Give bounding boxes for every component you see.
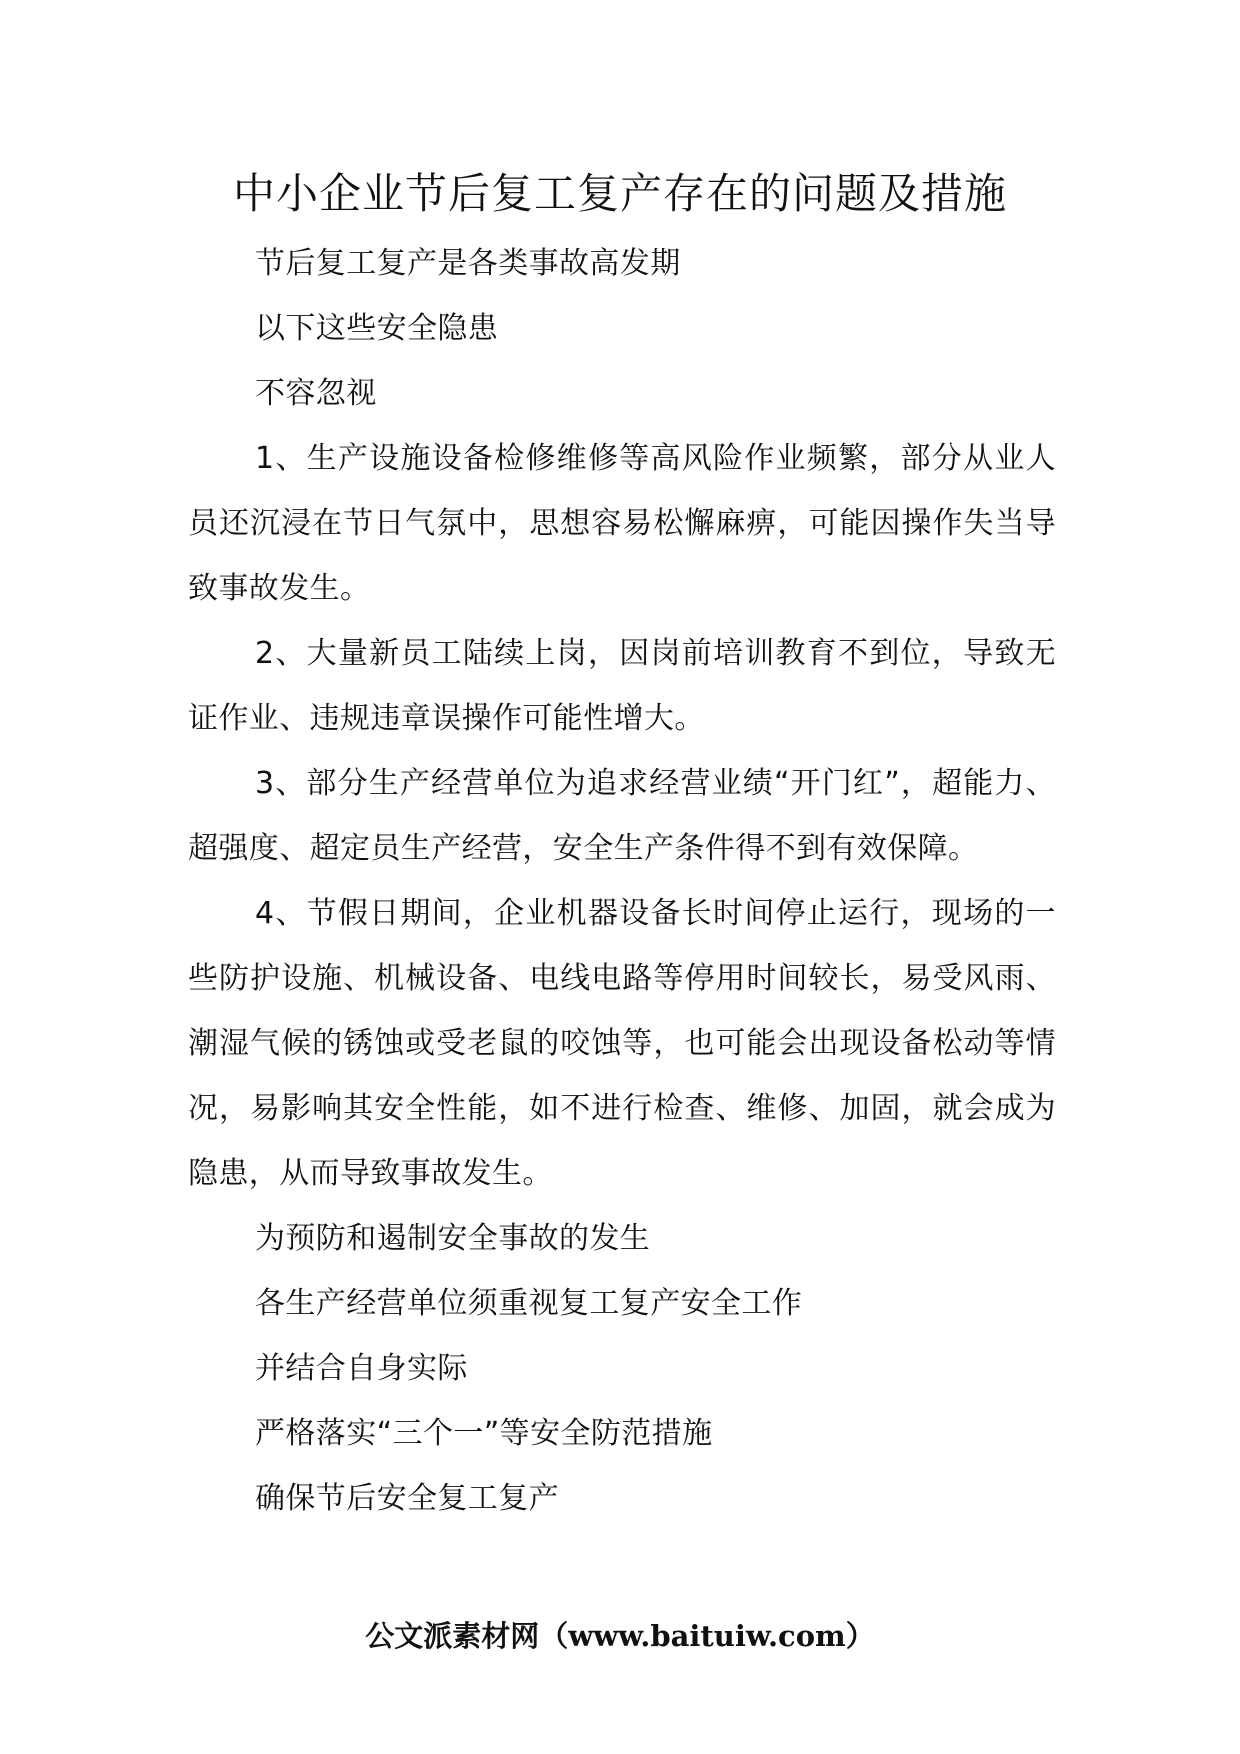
closing-line: 各生产经营单位须重视复工复产安全工作 (255, 1286, 803, 1321)
intro-line: 以下这些安全隐患 (255, 311, 499, 346)
point-paragraph-3: 3、部分生产经营单位为追求经营业绩“开门红”，超能力、超强度、超定员生产经营，安全生产条件得不到有效保障。 (188, 766, 1056, 866)
point-paragraph-2: 2、大量新员工陆续上岗，因岗前培训教育不到位，导致无证作业、违规违章误操作可能性增大。 (188, 636, 1056, 736)
document-title: 中小企业节后复工复产存在的问题及措施 (232, 169, 1007, 218)
point-paragraph-4: 4、节假日期间，企业机器设备长时间停止运行，现场的一些防护设施、机械设备、电线电路等停用时间较长，易受风雨、潮湿气候的锈蚀或受老鼠的咬蚀等，也可能会出现设备松动等情况，易影响其安全性能，如不进行检查、维修、加固，就会成为隐患，从而导致事故发生。 (188, 896, 1056, 1191)
closing-line: 并结合自身实际 (255, 1351, 468, 1386)
footer-source: 公文派素材网（www.baituiw.com） (365, 1619, 875, 1653)
closing-line: 严格落实“三个一”等安全防范措施 (255, 1416, 713, 1451)
intro-line: 不容忽视 (255, 376, 377, 411)
point-paragraph-1: 1、生产设施设备检修维修等高风险作业频繁，部分从业人员还沉浸在节日气氛中，思想容易松懈麻痹，可能因操作失当导致事故发生。 (188, 441, 1056, 606)
closing-line: 为预防和遏制安全事故的发生 (255, 1221, 651, 1256)
intro-line: 节后复工复产是各类事故高发期 (255, 246, 681, 281)
closing-line: 确保节后安全复工复产 (255, 1481, 559, 1516)
document-body (188, 231, 1056, 1531)
